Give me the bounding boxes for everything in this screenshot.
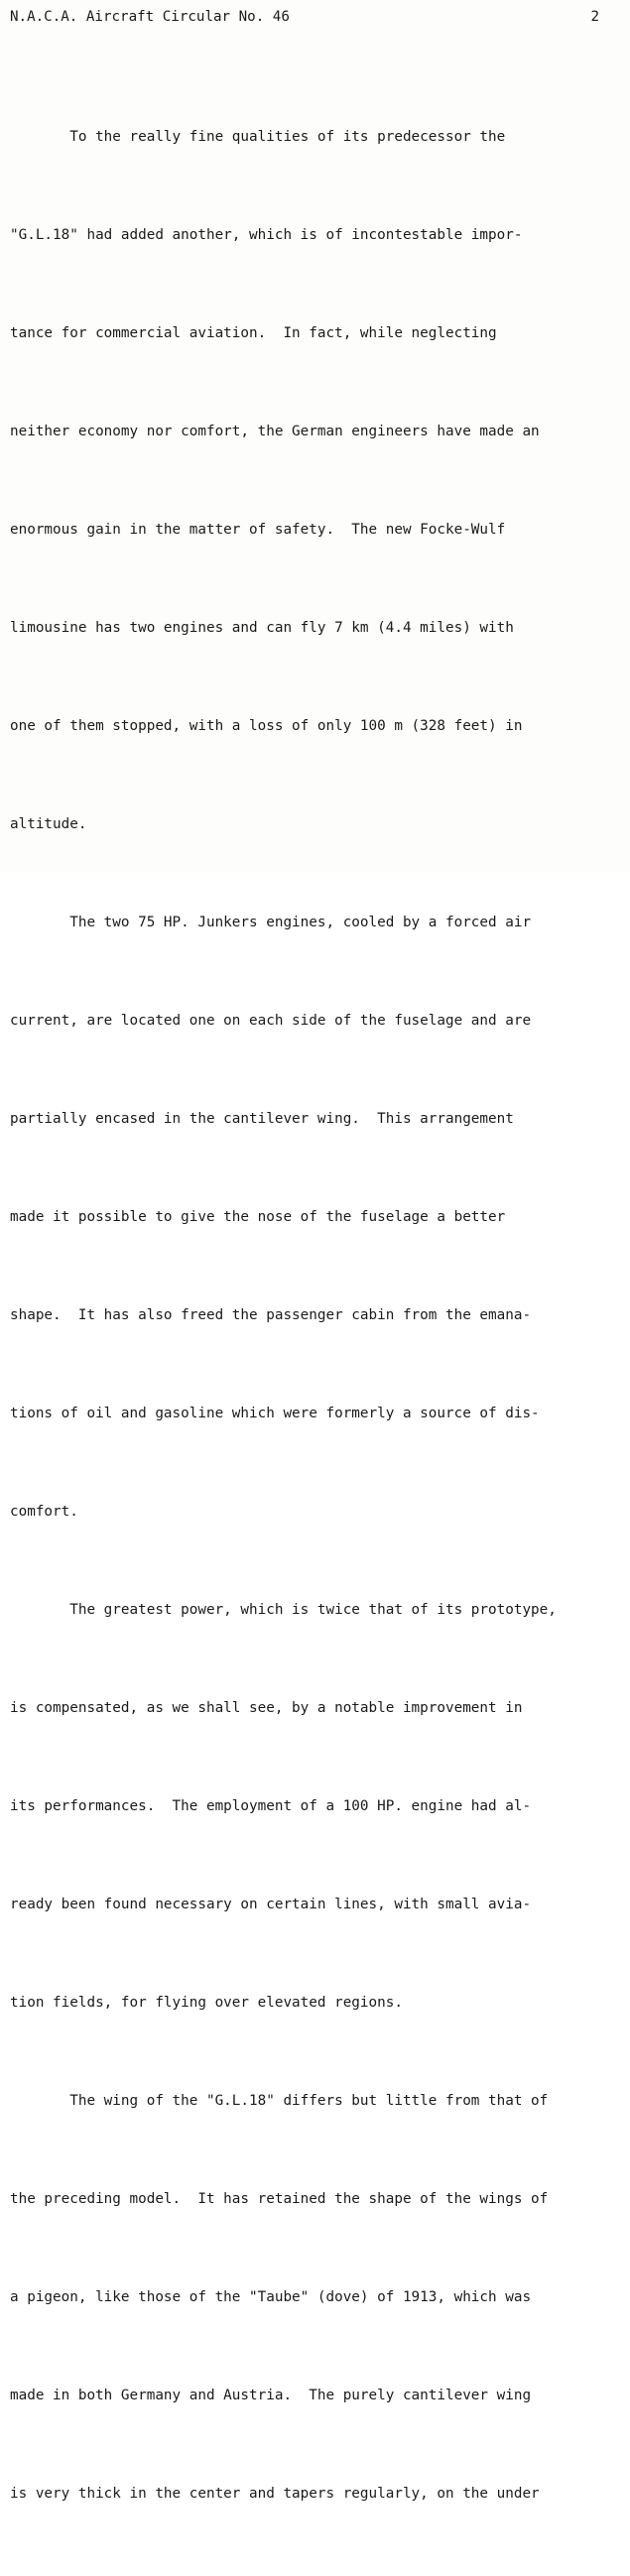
text-line: tions of oil and gasoline which were formerly a source of dis- [10,1406,540,1421]
page-number: 2 [590,9,599,25]
text-line: tion fields, for flying over elevated regions. [10,1995,403,2011]
text-line: enormous gain in the matter of safety. The new Focke-Wulf [10,522,506,538]
text-line: altitude. [10,816,87,832]
text-line: limousine has two engines and can fly 7 km (4.4 miles) with [10,620,514,636]
text-line: one of them stopped, with a loss of only 100 m (328 feet) in [10,718,523,734]
text-line: made it possible to give the nose of the fuselage a better [10,1209,506,1225]
text-line: ready been found necessary on certain lines, with small avia- [10,1897,532,1912]
text-line: The two 75 HP. Junkers engines, cooled by a forced air [10,915,532,930]
text-line: To the really fine qualities of its predecessor the [10,129,506,145]
text-line: made in both Germany and Austria. The purely cantilever wing [10,2388,532,2403]
text-line: comfort. [10,1504,78,1520]
text-line: tance for commercial aviation. In fact, while neglecting [10,325,497,341]
text-line: is very thick in the center and tapers regularly, on the under [10,2486,540,2502]
text-line: current, are located one on each side of the fuselage and are [10,1013,532,1029]
text-line: a pigeon, like those of the "Taube" (dove) of 1913, which was [10,2289,532,2305]
text-line: shape. It has also freed the passenger cabin from the emana- [10,1307,532,1323]
header-title: N.A.C.A. Aircraft Circular No. 46 [10,9,290,25]
text-line: is compensated, as we shall see, by a notable improvement in [10,1700,523,1716]
text-line: "G.L.18" had added another, which is of incontestable impor- [10,227,523,243]
text-line: neither economy nor comfort, the German engineers have made an [10,424,540,439]
text-line: the preceding model. It has retained the shape of the wings of [10,2191,549,2207]
text-line: partially encased in the cantilever wing. This arrangement [10,1111,514,1127]
page-header [0,6,630,28]
text-line: The wing of the "G.L.18" differs but little from that of [10,2093,549,2109]
text-line: its performances. The employment of a 100 HP. engine had al- [10,1798,532,1814]
body-text [10,56,623,2576]
text-line: The greatest power, which is twice that of its prototype, [10,1602,557,1618]
